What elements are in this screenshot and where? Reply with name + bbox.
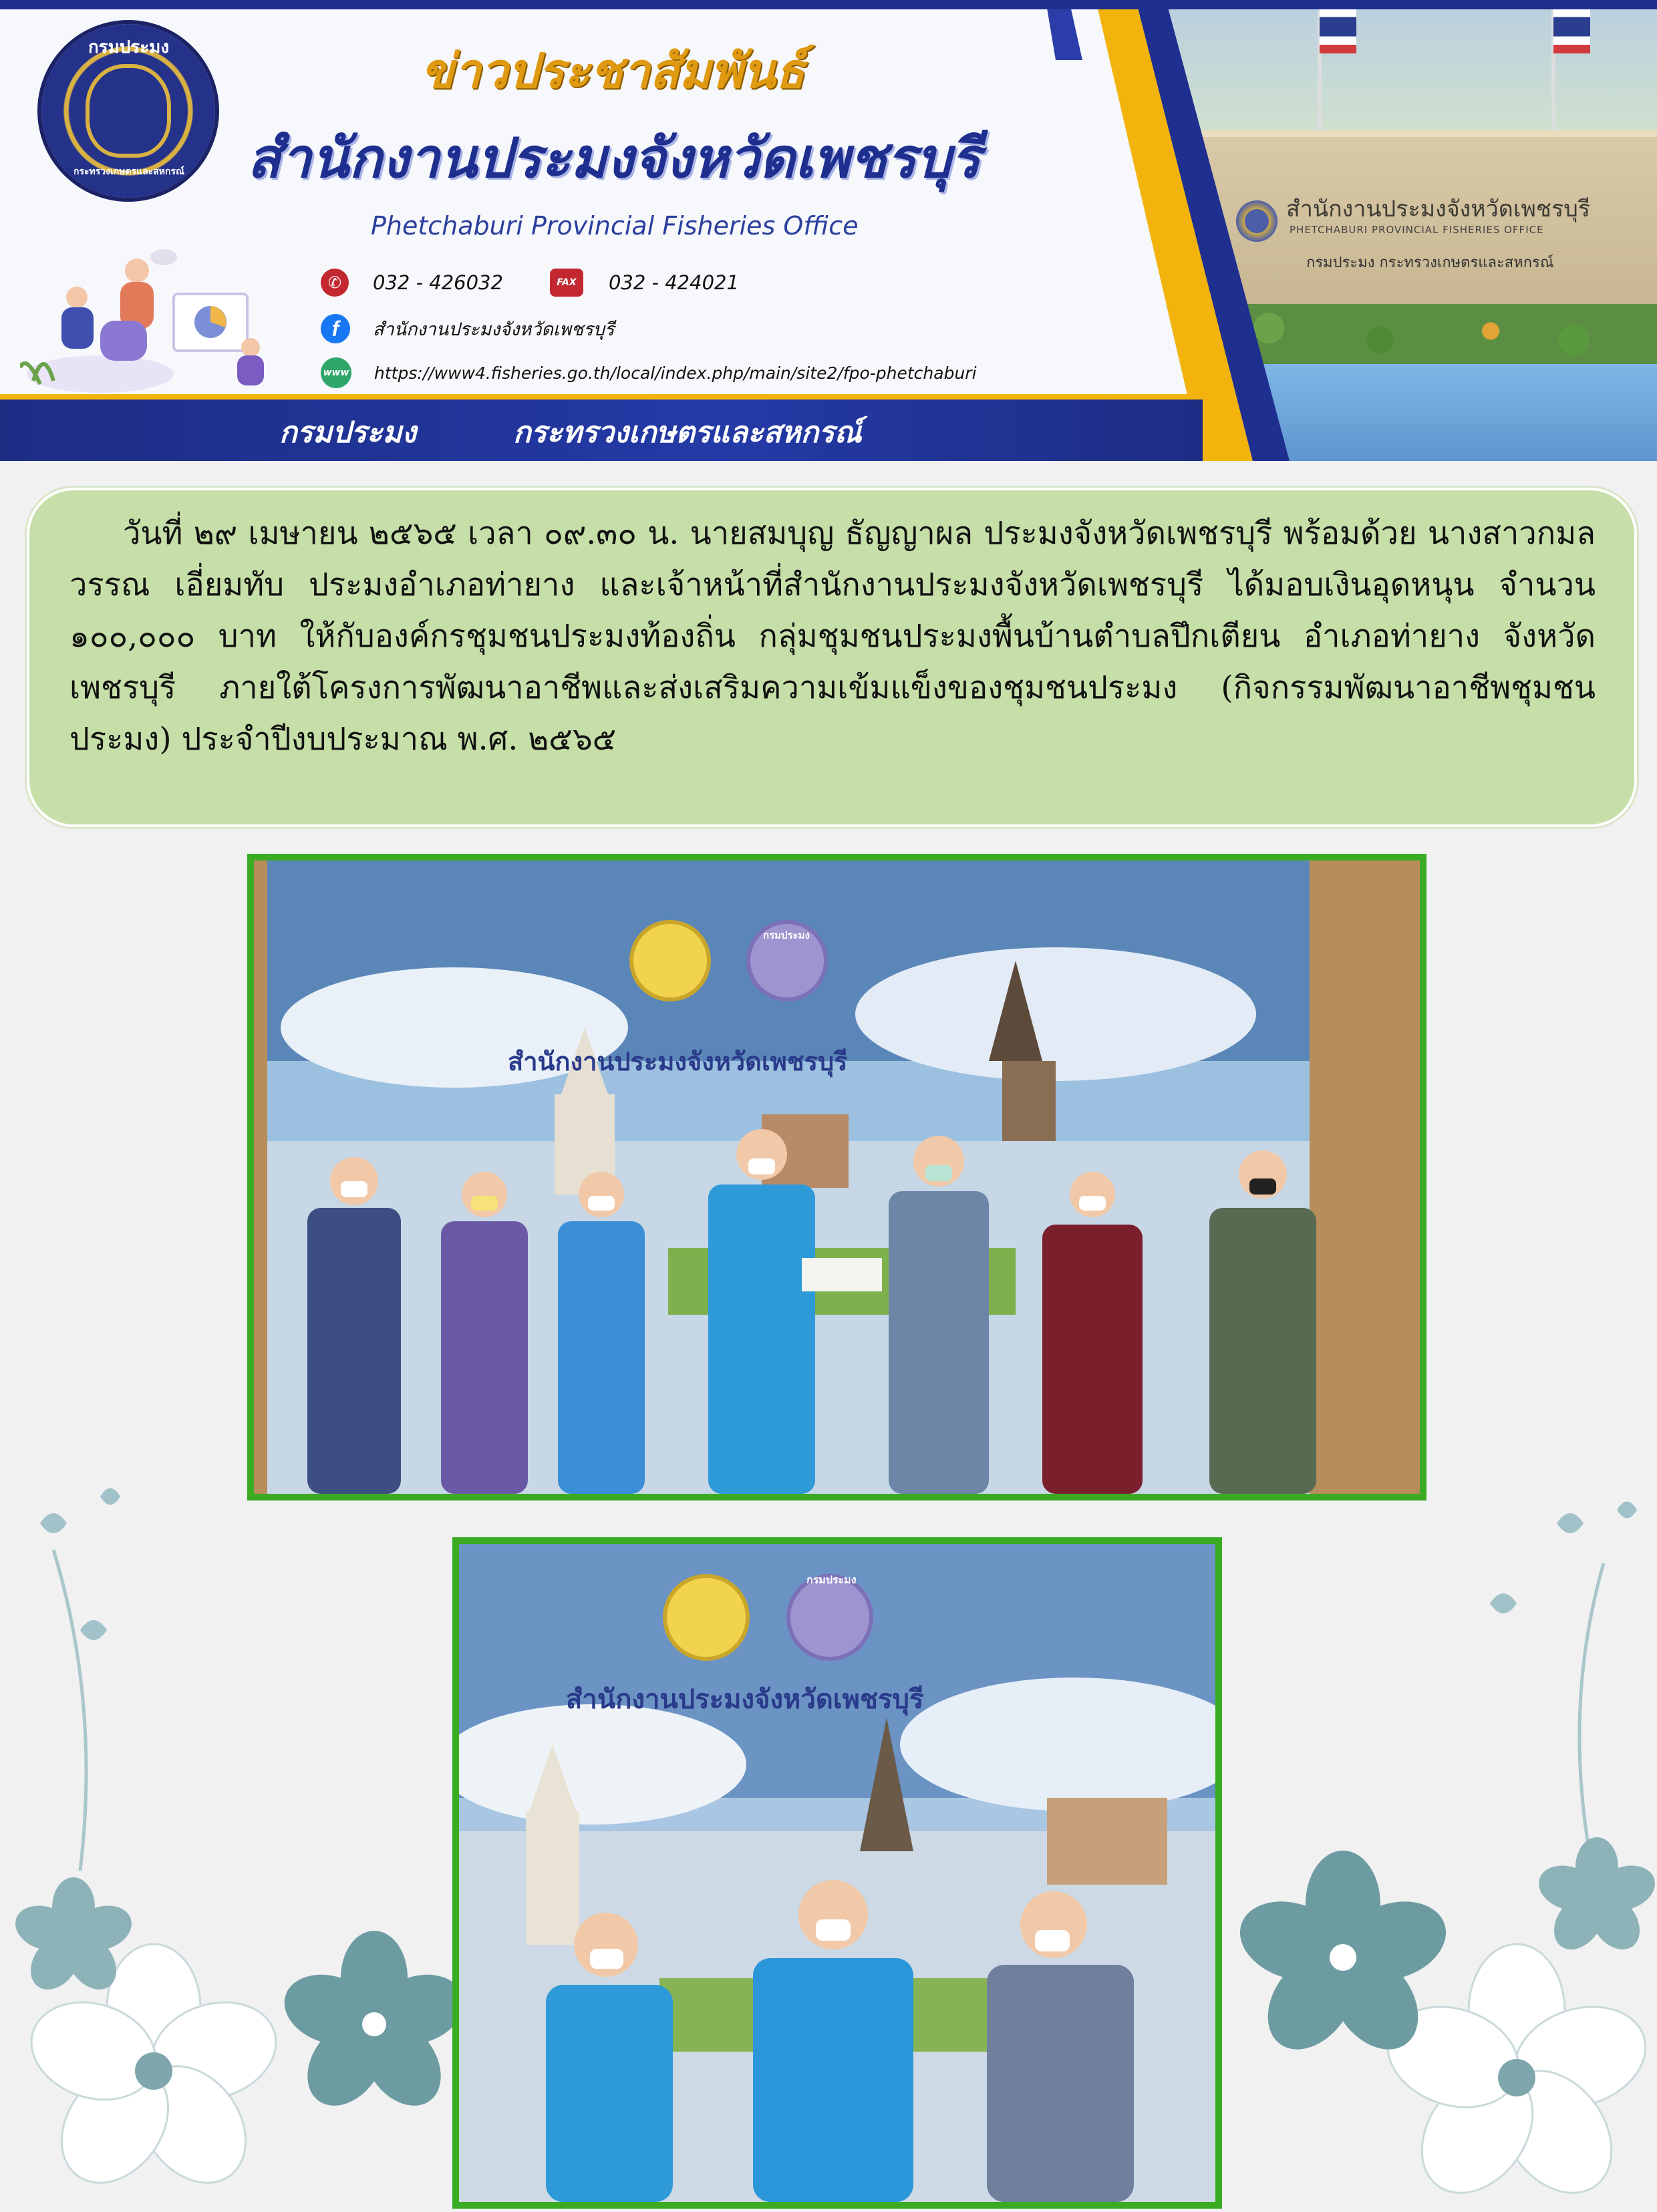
ministry-name: กระทรวงเกษตรและสหกรณ์ xyxy=(513,416,862,450)
globe-icon xyxy=(321,357,351,388)
photo-2-seal-text: กรมประมง xyxy=(806,1573,857,1586)
logo-emblem-icon xyxy=(86,64,171,158)
flower-left-teal xyxy=(275,1931,473,2120)
website-row xyxy=(321,357,977,388)
pr-title: ข่าวประชาสัมพันธ์ xyxy=(421,42,805,99)
photo-1-scene xyxy=(254,860,1420,1494)
event-photo-1 xyxy=(247,854,1426,1500)
fax-icon xyxy=(550,269,583,297)
people-illustration xyxy=(20,241,301,394)
flower-right-large xyxy=(1375,1944,1657,2212)
photo-2-scene xyxy=(459,1544,1215,2202)
news-paragraph: วันที่ ๒๙ เมษายน ๒๕๖๕ เวลา ๐๙.๓๐ น. นายสมบุญ ธัญญาผล ประมงจังหวัดเพชรบุรี พร้อมด้วย นางสาวกมลวรรณ เอี่ยมทับ ประมงอำเภอท่ายาง และเจ้าหน้าที่สำนักงานประมงจังหวัดเพชรบุรี ได้มอบเงินอุดหนุน จำนวน ๑๐๐,๐๐๐ บาท ให้กับองค์กรชุมชนประมงท้องถิ่น กลุ่มชุมชนประมงพื้นบ้านตำบลปึกเตียน อำเภอท่ายาง จังหวัดเพชรบุรี ภายใต้โครงการพัฒนาอาชีพและส่งเสริมความเข้มแข็งของชุมชนประมง (กิจกรรมพัฒนาอาชีพชุมชนประมง) ประจำปีงบประมาณ พ.ศ. ๒๕๖๕ xyxy=(69,515,1596,758)
header-banner xyxy=(0,0,1657,461)
facebook-name[interactable]: สำนักงานประมงจังหวัดเพชรบุรี xyxy=(373,319,615,340)
photo-2-backdrop-caption: สำนักงานประมงจังหวัดเพชรบุรี xyxy=(566,1684,924,1715)
sign-line-2: PHETCHABURI PROVINCIAL FISHERIES OFFICE xyxy=(1290,224,1544,236)
department-name: กรมประมง xyxy=(279,416,416,450)
phone-icon: ✆ xyxy=(321,269,349,297)
event-photo-2 xyxy=(452,1537,1222,2209)
fax-icon-label: FAX xyxy=(557,277,577,288)
fax-number: 032 - 424021 xyxy=(608,271,739,294)
facebook-row xyxy=(321,314,614,343)
office-title: สำนักงานประมงจังหวัดเพชรบุรี xyxy=(247,126,981,190)
logo-bottom-text: กระทรวงเกษตรและสหกรณ์ xyxy=(73,166,184,177)
sign-line-3: กรมประมง กระทรวงเกษตรและสหกรณ์ xyxy=(1306,255,1554,271)
website-url[interactable]: https://www4.fisheries.go.th/local/index.php/main/site2/fpo-phetchaburi xyxy=(374,363,977,383)
sign-line-1: สำนักงานประมงจังหวัดเพชรบุรี xyxy=(1286,196,1591,222)
facebook-icon: f xyxy=(321,314,350,343)
news-text-box xyxy=(27,488,1637,827)
gold-divider xyxy=(0,394,1216,400)
phone-row xyxy=(321,269,739,297)
photo-1-backdrop-caption: สำนักงานประมงจังหวัดเพชรบุรี xyxy=(508,1047,848,1076)
photo-1-seal-text: กรมประมง xyxy=(763,929,810,941)
logo-top-text: กรมประมง xyxy=(88,37,170,57)
globe-icon-label: www xyxy=(323,367,349,378)
flower-right-small xyxy=(1533,1837,1657,1959)
office-title-en: Phetchaburi Provincial Fisheries Office xyxy=(371,211,859,241)
phone-number: 032 - 426032 xyxy=(373,271,503,294)
